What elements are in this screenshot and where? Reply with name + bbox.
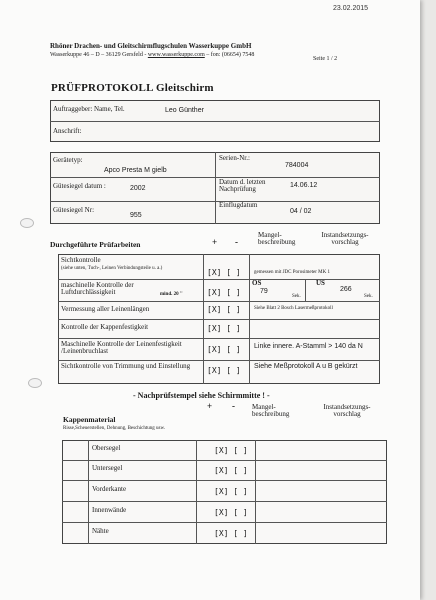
device-type-label: Gerätetyp: [53, 156, 83, 164]
last-check-value: 14.06.12 [290, 182, 318, 189]
inspection-heading: Durchgeführte Prüfarbeiten [50, 240, 141, 249]
punch-hole [20, 218, 34, 228]
serial-value: 784004 [285, 162, 309, 169]
repair-header: Instandsetzungs- vorschlag [323, 403, 371, 419]
page-title: PRÜFPROTOKOLL Gleitschirm [51, 82, 214, 94]
canopy-subheading: Risse,Scheuerstellen, Dehnung, Beschichtung usw. [63, 426, 166, 431]
address-label: Anschrift: [53, 127, 82, 135]
row-note: gemessen mit JDC Porosimeter MK 1 [254, 270, 330, 275]
checkbox-pair[interactable]: [X] [ ] [214, 446, 248, 455]
defect-header: Mangel- beschreibung [258, 231, 296, 247]
checkbox-pair[interactable]: [X] [ ] [207, 268, 241, 277]
table-row-canopy-strength: Kontrolle der Kappenfestigkeit [61, 323, 149, 331]
checkbox-pair[interactable]: [X] [ ] [207, 345, 241, 354]
table-row-visual-check-sub: (siehe unten, Tuch-, Leinen Verbindungsteile u. a.) [61, 266, 163, 271]
table-row-upper-surface: Obersegel [92, 444, 121, 452]
first-flight-label: Einflugdatum [219, 201, 258, 209]
row-note: Siehe Meßprotokoll A u B gekürzt [254, 363, 358, 370]
os-value: 79 [260, 288, 268, 295]
table-row-line-lengths: Vermessung aller Leinenlängen [61, 305, 150, 313]
table-row-trim: Sichtkontrolle von Trimmung und Einstellung [61, 362, 191, 370]
minus-header: - [235, 237, 238, 247]
row-note: Siehe Blatt 2 Bosch Lasermeßprotokoll [254, 306, 333, 311]
table-row-line-strength: Maschinelle Kontrolle der Leinenfestigkeit /Leinenbruchlast [61, 340, 182, 356]
table-row-air-permeability: maschinelle Kontrolle der Luftdurchlässigkeit [61, 281, 134, 297]
table-row-seams: Nähte [92, 527, 109, 535]
canopy-heading: Kappenmaterial [63, 415, 116, 424]
us-value: 266 [340, 286, 352, 293]
table-row-inner-walls: Innenwände [92, 506, 127, 514]
checkbox-pair[interactable]: [X] [ ] [214, 466, 248, 475]
checkbox-pair[interactable]: [X] [ ] [214, 508, 248, 517]
os-label: OS [252, 279, 262, 287]
row-note: Linke innere. A-Stamml > 140 da N [254, 343, 363, 350]
website-link: www.wasserkuppe.com [147, 52, 205, 58]
checkbox-pair[interactable]: [X] [ ] [207, 305, 241, 314]
punch-hole [28, 378, 42, 388]
table-row-visual-check: Sichtkontrolle [61, 256, 101, 264]
us-label: US [316, 279, 325, 287]
min-note: mind. 20 '' [160, 292, 183, 297]
plus-header: + [207, 401, 213, 411]
repair-header: Instandsetzungs- vorschlag [321, 231, 369, 247]
organization-name: Rhöner Drachen- und Gleitschirmflugschulen Wasserkuppe GmbH [50, 42, 252, 50]
us-unit: Sek. [364, 294, 373, 299]
table-row-lower-surface: Untersegel [92, 464, 123, 472]
seal-date-label: Gütesiegel datum : [53, 182, 106, 190]
checkbox-pair[interactable]: [X] [ ] [207, 288, 241, 297]
checkbox-pair[interactable]: [X] [ ] [214, 529, 248, 538]
page-number: Seite 1 / 2 [313, 56, 338, 62]
client-label: Auftraggeber: Name, Tel. [53, 105, 125, 113]
os-unit: Sek. [292, 294, 301, 299]
checkbox-pair[interactable]: [X] [ ] [207, 366, 241, 375]
defect-header: Mangel- beschreibung [252, 403, 290, 419]
device-type-value: Apco Presta M gielb [104, 167, 167, 174]
last-check-label: Datum d. letzten Nachprüfung [219, 178, 266, 194]
minus-header: - [232, 401, 235, 411]
seal-date-value: 2002 [130, 185, 146, 192]
organization-address: Wasserkuppe 46 – D – 36129 Gersfeld - www.wasserkuppe.com – fon: (06654) 7548 [50, 52, 255, 58]
table-row-leading-edge: Vorderkante [92, 485, 127, 493]
seal-number-label: Gütesiegel Nr: [53, 206, 95, 214]
serial-label: Serien-Nr.: [219, 154, 250, 162]
client-value: Leo Günther [165, 107, 204, 114]
stamp-date: 23.02.2015 [333, 5, 369, 12]
seal-number-value: 955 [130, 212, 142, 219]
checkbox-pair[interactable]: [X] [ ] [207, 324, 241, 333]
stamp-note: - Nachprüfstempel siehe Schirmmitte ! - [133, 391, 270, 400]
checkbox-pair[interactable]: [X] [ ] [214, 487, 248, 496]
first-flight-value: 04 / 02 [290, 208, 312, 215]
plus-header: + [212, 237, 218, 247]
